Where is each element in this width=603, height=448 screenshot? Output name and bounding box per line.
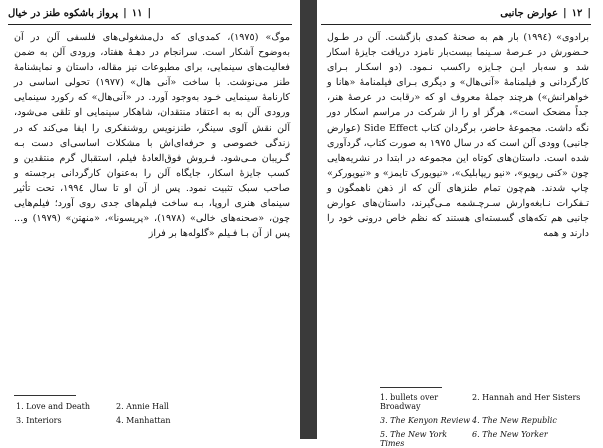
body-text [327, 30, 589, 241]
header-separator: | [147, 8, 152, 19]
footnote: 5. The New York Times [380, 430, 448, 448]
running-title: پرواز باشکوه طنز در خیال [8, 8, 119, 19]
footnote: 6. The New Yorker [472, 430, 548, 439]
footnote: 4. The New Republic [472, 416, 557, 425]
footnotes [16, 402, 216, 425]
page-number: ١٢ [571, 8, 583, 19]
header-rule [321, 24, 591, 25]
footnote: 2. Annie Hall [116, 402, 169, 411]
footnote: 1. bullets over Broadway [380, 393, 439, 411]
header-separator: | [562, 8, 567, 19]
right-page [317, 0, 603, 439]
body-paragraph: برادوی» (١٩٩٤) بار هم به صحنهٔ کمدی بازگشت. آلن در طـول حـضورش در عـرصهٔ سـینما بیست‌بار نامزد دریافت جایزهٔ اسکار شد و سه‌بار ایـن جـایزه راکسب نـمود. (دو اسکـار بـرای کارگردانی و فیلمنامهٔ «آنی‌هال» و دیگری بـرای فیلمنامهٔ «هانا و خواهرانش») هرچند جملهٔ معروف او که «رقابت در عرصهٔ هنر، جداً مضحک است»، هرگز او را از شرکت در مراسم اسکار دور نگه داشت. مجموعهٔ حاضر، برگردان کتاب Side Effect (عوارض جانبی) وودی آلن است که در سال ١٩٧٥ به صورت کتاب، گردآوری شده است. داستان‌های کوتاه این مجموعه در ابتدا در نشریه‌هایی چون «کنی‌ ریویو»، «نیو ریپابلیک»، «نیویورک تایمز» و «نیویورکر» چاپ شدند. هم‌چون تمام طنزهای آلن که از ذهن ناهمگون و تـفکرات نـابغه‌وارش سـرچـشمه مـی‌گیرند، داستان‌های عوارض جانبی هم تکه‌های گسسته‌ای هستند که نظم خاص درونی خود را دارند و همه [327, 32, 590, 240]
footnote: 2. Hannah and Her Sisters [472, 393, 581, 402]
footnote-rule [380, 387, 442, 388]
body-text [14, 30, 290, 241]
left-page-header [8, 8, 151, 19]
footnote: 1. Love and Death [16, 402, 90, 411]
footnotes [380, 393, 584, 448]
page-number: ١١ [131, 8, 143, 19]
header-rule [8, 24, 292, 25]
body-paragraph: موگ» (١٩٧٥)، کمدی‌ای که دل‌مشغولی‌های فلسفی آلن در آن به‌وضوح آشکار است. سرانجام در دهـهٔ هفتاد، ورودی آلن به ضمن فعالیت‌های سینمایی، برای مطبوعات نیز مقاله، داستان و نمایشنامهٔ طنز می‌نوشت. با ساخت «آنی هال» (١٩٧٧) تحولی اساسی در کارنامهٔ سینمایی خـود به‌وجود آورد. در «آنی‌هال» که رکورد سینمایی ورودی آلن به به اعتقاد منتقدان، شاهکار سینمایی او تلقی می‌شود، آلن نقش آلوی سینگر، طنزنویس روشنفکری را ایفا می‌کند که در زندگی خصوصی و حرفه‌ای‌اش با مشکلات اساسی‌ای دست بـه گـریبان مـی‌شود. فـروش فوق‌العادهٔ فیلم، استقبال گرم منتقدین و کسب جایزهٔ اسکار، جایگاه آلن را به‌عنوان کارگردانی برجسته و صاحب سبک تثبیت نمود. پس از آن او تا سال ١٩٩٤، تحت تأثیر سینمای هنری اروپا، بـه ساخت فیلم‌های جدی روی آورد؛ فیلم‌هایی چون، «صحنه‌های خالی» (١٩٧٨)، «پریسونا»، «منهتن» (١٩٧٩) و... پس از آن بـا فـیلم «گلوله‌ها بر فراز [14, 32, 291, 240]
left-page [0, 0, 300, 439]
running-title: عوارض جانبی [500, 8, 558, 19]
footnote: 3. The Kenyon Review [380, 416, 471, 425]
footnote: 4. Manhattan [116, 416, 171, 425]
header-separator: | [123, 8, 127, 19]
book-gutter [300, 0, 317, 439]
footnote: 3. Interiors [16, 416, 62, 425]
header-separator: | [587, 8, 591, 19]
right-page-header [500, 8, 591, 19]
footnote-rule [14, 395, 76, 396]
